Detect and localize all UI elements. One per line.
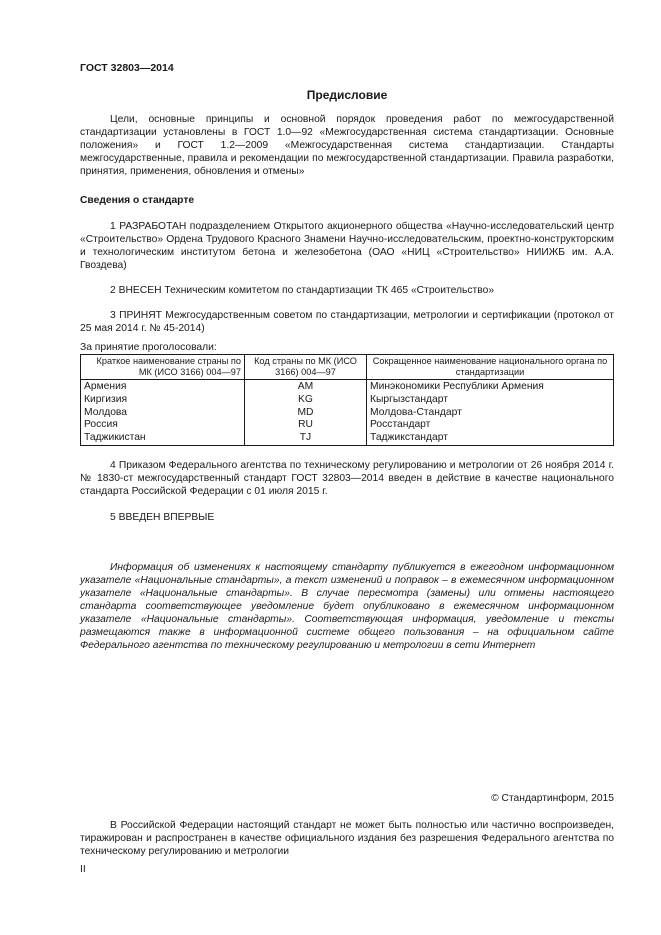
foreword-intro: Цели, основные принципы и основной порядок проведения работ по межгосударственной стандартизации установлены в ГОСТ 1.0—92 «Межгосударственная система стандартизации. Основные положения» и ГОСТ 1.2—2009 «Межгосударственная система стандартизации. Стандарты межгосударственные, правила и рекомендации по межгосударственной стандартизации. Правила разработки, принятия, применения, обновления и отмены» [80, 114, 614, 177]
change-info-notice: Информация об изменениях к настоящему стандарту публикуется в ежегодном информационном указателе «Национальные стандарты», а текст изменений и поправок – в ежемесячном информационном указателе «Национальные стандарты». В случае пересмотра (замены) или отмены настоящего стандарта соответствующее уведомление будет опубликовано в ежемесячном информационном указателе «Национальные стандарты». Соответствующая информация, уведомление и тексты размещаются также в информационной системе общего пользования – на официальном сайте Федерального агентства по техническому регулированию и метрологии в сети Интернет [80, 562, 614, 651]
page-number: II [80, 864, 86, 875]
foreword-title: Предисловие [306, 88, 388, 102]
about-standard-heading: Сведения о стандарте [80, 195, 195, 206]
code-cell: KG [245, 394, 367, 407]
table-row [81, 419, 614, 432]
code-cell: AM [245, 380, 367, 394]
column-header-country: Краткое наименование страны по МК (ИСО 3166) 004—97 [81, 355, 245, 380]
country-cell: Таджикистан [81, 432, 245, 445]
country-cell: Киргизия [81, 394, 245, 407]
national-body-cell: Таджикстандарт [367, 432, 614, 445]
document-page [80, 0, 614, 935]
about-item-3: 3 ПРИНЯТ Межгосударственным советом по стандартизации, метрологии и сертификации (протокол от 25 мая 2014 г. № 45-2014) [80, 310, 614, 334]
national-body-cell: Минэкономики Республики Армения [367, 380, 614, 394]
column-header-national-body: Сокращенное наименование национального органа по стандартизации [367, 355, 614, 380]
votes-table-header-row [81, 355, 614, 380]
column-header-code: Код страны по МК (ИСО 3166) 004—97 [245, 355, 367, 380]
national-body-cell: Росстандарт [367, 419, 614, 432]
reproduction-notice: В Российской Федерации настоящий стандарт не может быть полностью или частично воспроизведен, тиражирован и распространен в качестве официального издания без разрешения Федерального агентства по техническому регулированию и метрологии [80, 820, 614, 857]
about-item-2: 2 ВНЕСЕН Техническим комитетом по стандартизации ТК 465 «Строительство» [110, 285, 495, 296]
country-cell: Молдова [81, 407, 245, 420]
national-body-cell: Кыргызстандарт [367, 394, 614, 407]
about-item-1: 1 РАЗРАБОТАН подразделением Открытого акционерного общества «Научно-исследовательский центр «Строительство» Ордена Трудового Красного Знамени Научно-исследовательским, проектно-конструкторским и технологическим институтом бетона и железобетона (ОАО «НИЦ «Строительство» НИИЖБ им. А.А. Гвоздева) [80, 221, 614, 271]
copyright: © Стандартинформ, 2015 [491, 793, 614, 804]
code-cell: MD [245, 407, 367, 420]
about-item-5: 5 ВВЕДЕН ВПЕРВЫЕ [110, 512, 215, 523]
table-row [81, 394, 614, 407]
national-body-cell: Молдова-Стандарт [367, 407, 614, 420]
votes-table [80, 354, 614, 446]
country-cell: Россия [81, 419, 245, 432]
table-row [81, 407, 614, 420]
standard-code: ГОСТ 32803—2014 [80, 62, 174, 74]
country-cell: Армения [81, 380, 245, 394]
table-row [81, 432, 614, 445]
code-cell: RU [245, 419, 367, 432]
code-cell: TJ [245, 432, 367, 445]
voted-label: За принятие проголосовали: [80, 342, 217, 353]
about-item-4: 4 Приказом Федерального агентства по техническому регулированию и метрологии от 26 ноября 2014 г. № 1830-ст межгосударственный стандарт ГОСТ 32803—2014 введен в действие в качестве национального стандарта Российской Федерации с 01 июля 2015 г. [80, 460, 614, 497]
table-row [81, 380, 614, 394]
